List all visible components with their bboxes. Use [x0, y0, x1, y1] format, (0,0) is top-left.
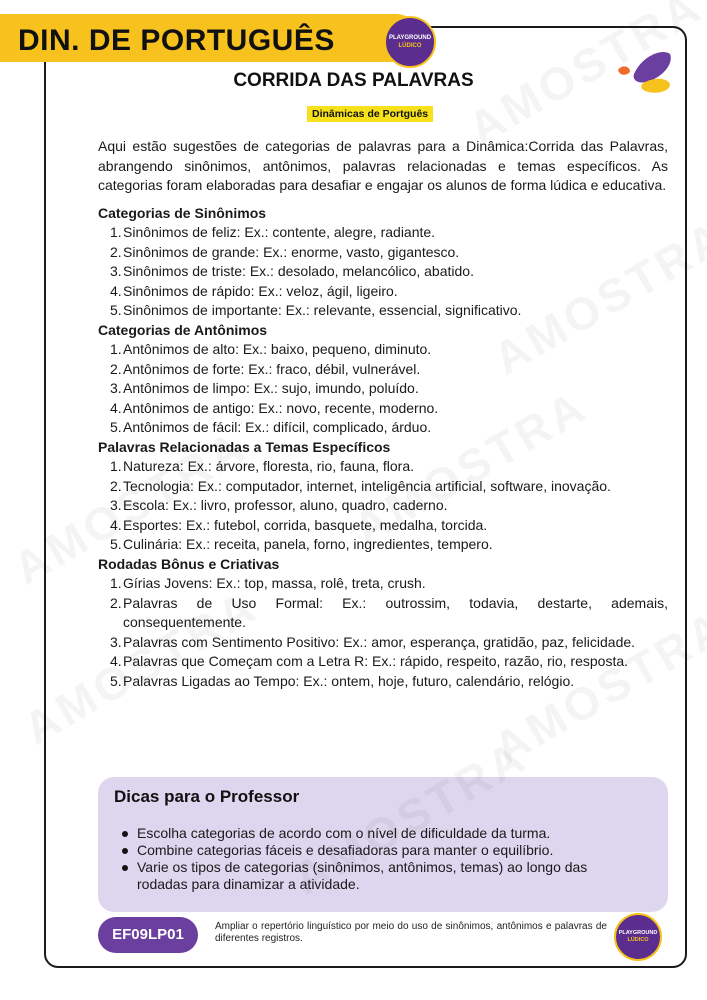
list-item-number: 3.: [110, 633, 122, 650]
list-item-text: Tecnologia: Ex.: computador, internet, inteligência artificial, software, inovação.: [123, 477, 611, 494]
list-item-number: 3.: [110, 380, 122, 396]
bullet-icon: [122, 865, 128, 871]
section-heading: Categorias de Antônimos: [98, 321, 268, 338]
list-item-number: 1.: [110, 458, 122, 474]
list-item-number: 5.: [110, 536, 122, 552]
list-item: [98, 379, 668, 399]
list-item: [98, 340, 668, 360]
list-item: [98, 574, 668, 594]
list-item-text: Palavras Ligadas ao Tempo: Ex.: ontem, hoje, futuro, calendário, relógio.: [123, 672, 575, 689]
section-list: [98, 223, 668, 321]
list-item-number: 2.: [110, 477, 122, 494]
list-item: [98, 399, 668, 419]
list-item-number: 5.: [110, 302, 122, 318]
list-item-text: Sinônimos de feliz: Ex.: contente, alegre, radiante.: [123, 224, 436, 240]
tip-item: [118, 859, 638, 893]
document-title: CORRIDA DAS PALAVRAS: [233, 70, 474, 91]
list-item-number: 5.: [110, 672, 122, 689]
list-item: [98, 262, 668, 282]
intro-paragraph: Aqui estão sugestões de categorias de palavras para a Dinâmica:Corrida das Palavras, abrangendo sinônimos, antônimos, palavras relacionadas e temas específicos. As categorias foram elaboradas para desafiar e engajar os alunos de forma lúdica e educativa.: [98, 138, 668, 193]
list-item-text: Palavras que Começam com a Letra R: Ex.: rápido, respeito, razão, rio, resposta.: [123, 653, 629, 669]
list-item-text: Antônimos de limpo: Ex.: sujo, imundo, poluído.: [123, 380, 419, 396]
list-item-number: 4.: [110, 516, 122, 533]
decorative-splash-icon: [612, 44, 674, 96]
bullet-icon: [122, 848, 128, 854]
tips-list: [118, 825, 638, 893]
footer-logo-line1: PLAYGROUND: [618, 930, 658, 936]
logo-line1: PLAYGROUND: [388, 35, 432, 41]
list-item: [98, 477, 668, 497]
section-heading: Palavras Relacionadas a Temas Específicos: [98, 438, 391, 455]
list-item-number: 3.: [110, 263, 122, 279]
list-item-number: 3.: [110, 497, 122, 513]
list-item-text: Gírias Jovens: Ex.: top, massa, rolê, treta, crush.: [123, 575, 426, 591]
list-item: [98, 243, 668, 263]
tips-title: Dicas para o Professor: [114, 787, 300, 806]
playground-logo: [384, 16, 436, 68]
section-list: [98, 574, 668, 691]
list-item: [98, 457, 668, 477]
list-item: [98, 223, 668, 243]
list-item-text: Culinária: Ex.: receita, panela, forno, ingredientes, tempero.: [123, 536, 493, 552]
list-item: [98, 360, 668, 380]
list-item-number: 1.: [110, 224, 122, 240]
section-list: [98, 457, 668, 555]
list-item-text: Sinônimos de grande: Ex.: enorme, vasto, gigantesco.: [123, 243, 460, 260]
tip-item: [118, 825, 638, 842]
footer-logo-line2: LÚDICO: [627, 937, 649, 943]
section-list: [98, 340, 668, 438]
list-item-text: Sinônimos de rápido: Ex.: veloz, ágil, ligeiro.: [123, 282, 398, 299]
tip-text: Escolha categorias de acordo com o nível de dificuldade da turma.: [137, 825, 551, 841]
skill-description: Ampliar o repertório linguístico por meio do uso de sinônimos, antônimos e palavras de diferentes registros.: [215, 921, 607, 944]
teacher-tips-box: [98, 777, 668, 912]
section-heading: Rodadas Bônus e Criativas: [98, 555, 280, 572]
list-item-text: Escola: Ex.: livro, professor, aluno, quadro, caderno.: [123, 497, 448, 513]
list-item-number: 4.: [110, 282, 122, 299]
footer-logo: [614, 913, 662, 961]
list-item-text: Antônimos de forte: Ex.: fraco, débil, vulnerável.: [123, 360, 421, 377]
list-item-number: 1.: [110, 575, 122, 591]
tip-text: Varie os tipos de categorias (sinônimos, antônimos, temas) ao longo das rodadas para dinamizar a atividade.: [137, 859, 588, 892]
list-item-number: 1.: [110, 341, 122, 357]
section-heading: Categorias de Sinônimos: [98, 204, 267, 221]
list-item: [98, 535, 668, 555]
header-banner: [0, 14, 420, 62]
list-item: [98, 516, 668, 536]
list-item-text: Palavras com Sentimento Positivo: Ex.: amor, esperança, gratidão, paz, felicidade.: [123, 633, 636, 650]
list-item-text: Sinônimos de importante: Ex.: relevante, essencial, significativo.: [123, 302, 522, 318]
list-item: [98, 418, 668, 438]
list-item-text: Antônimos de alto: Ex.: baixo, pequeno, diminuto.: [123, 341, 432, 357]
list-item-text: Sinônimos de triste: Ex.: desolado, melancólico, abatido.: [123, 263, 474, 279]
sections-container: [98, 204, 668, 692]
document-body: [98, 137, 668, 691]
list-item: [98, 496, 668, 516]
list-item-text: Natureza: Ex.: árvore, floresta, rio, fauna, flora.: [123, 458, 415, 474]
list-item: [98, 301, 668, 321]
logo-line2: LÚDICO: [398, 43, 422, 49]
tip-text: Combine categorias fáceis e desafiadoras para manter o equilíbrio.: [137, 842, 554, 858]
list-item-text: Palavras de Uso Formal: Ex.: outrossim, todavia, destarte, ademais, consequentemente.: [123, 594, 668, 630]
list-item-number: 4.: [110, 653, 122, 669]
list-item: [98, 282, 668, 302]
list-item-text: Antônimos de fácil: Ex.: difícil, complicado, árduo.: [123, 419, 432, 435]
list-item-number: 4.: [110, 399, 122, 416]
bullet-icon: [122, 831, 128, 837]
category-tag: Dinâmicas de Portguês: [307, 106, 433, 122]
list-item: [98, 652, 668, 672]
list-item: [98, 672, 668, 692]
list-item-number: 2.: [110, 594, 122, 611]
list-item-number: 2.: [110, 360, 122, 377]
list-item: [98, 633, 668, 653]
list-item-text: Esportes: Ex.: futebol, corrida, basquete, medalha, torcida.: [123, 516, 488, 533]
header-title: DIN. DE PORTUGUÊS: [18, 24, 335, 57]
list-item-text: Antônimos de antigo: Ex.: novo, recente, moderno.: [123, 399, 439, 416]
list-item-number: 5.: [110, 419, 122, 435]
list-item: [98, 594, 668, 633]
tip-item: [118, 842, 638, 859]
bncc-code-badge: EF09LP01: [98, 917, 198, 953]
list-item-number: 2.: [110, 243, 122, 260]
